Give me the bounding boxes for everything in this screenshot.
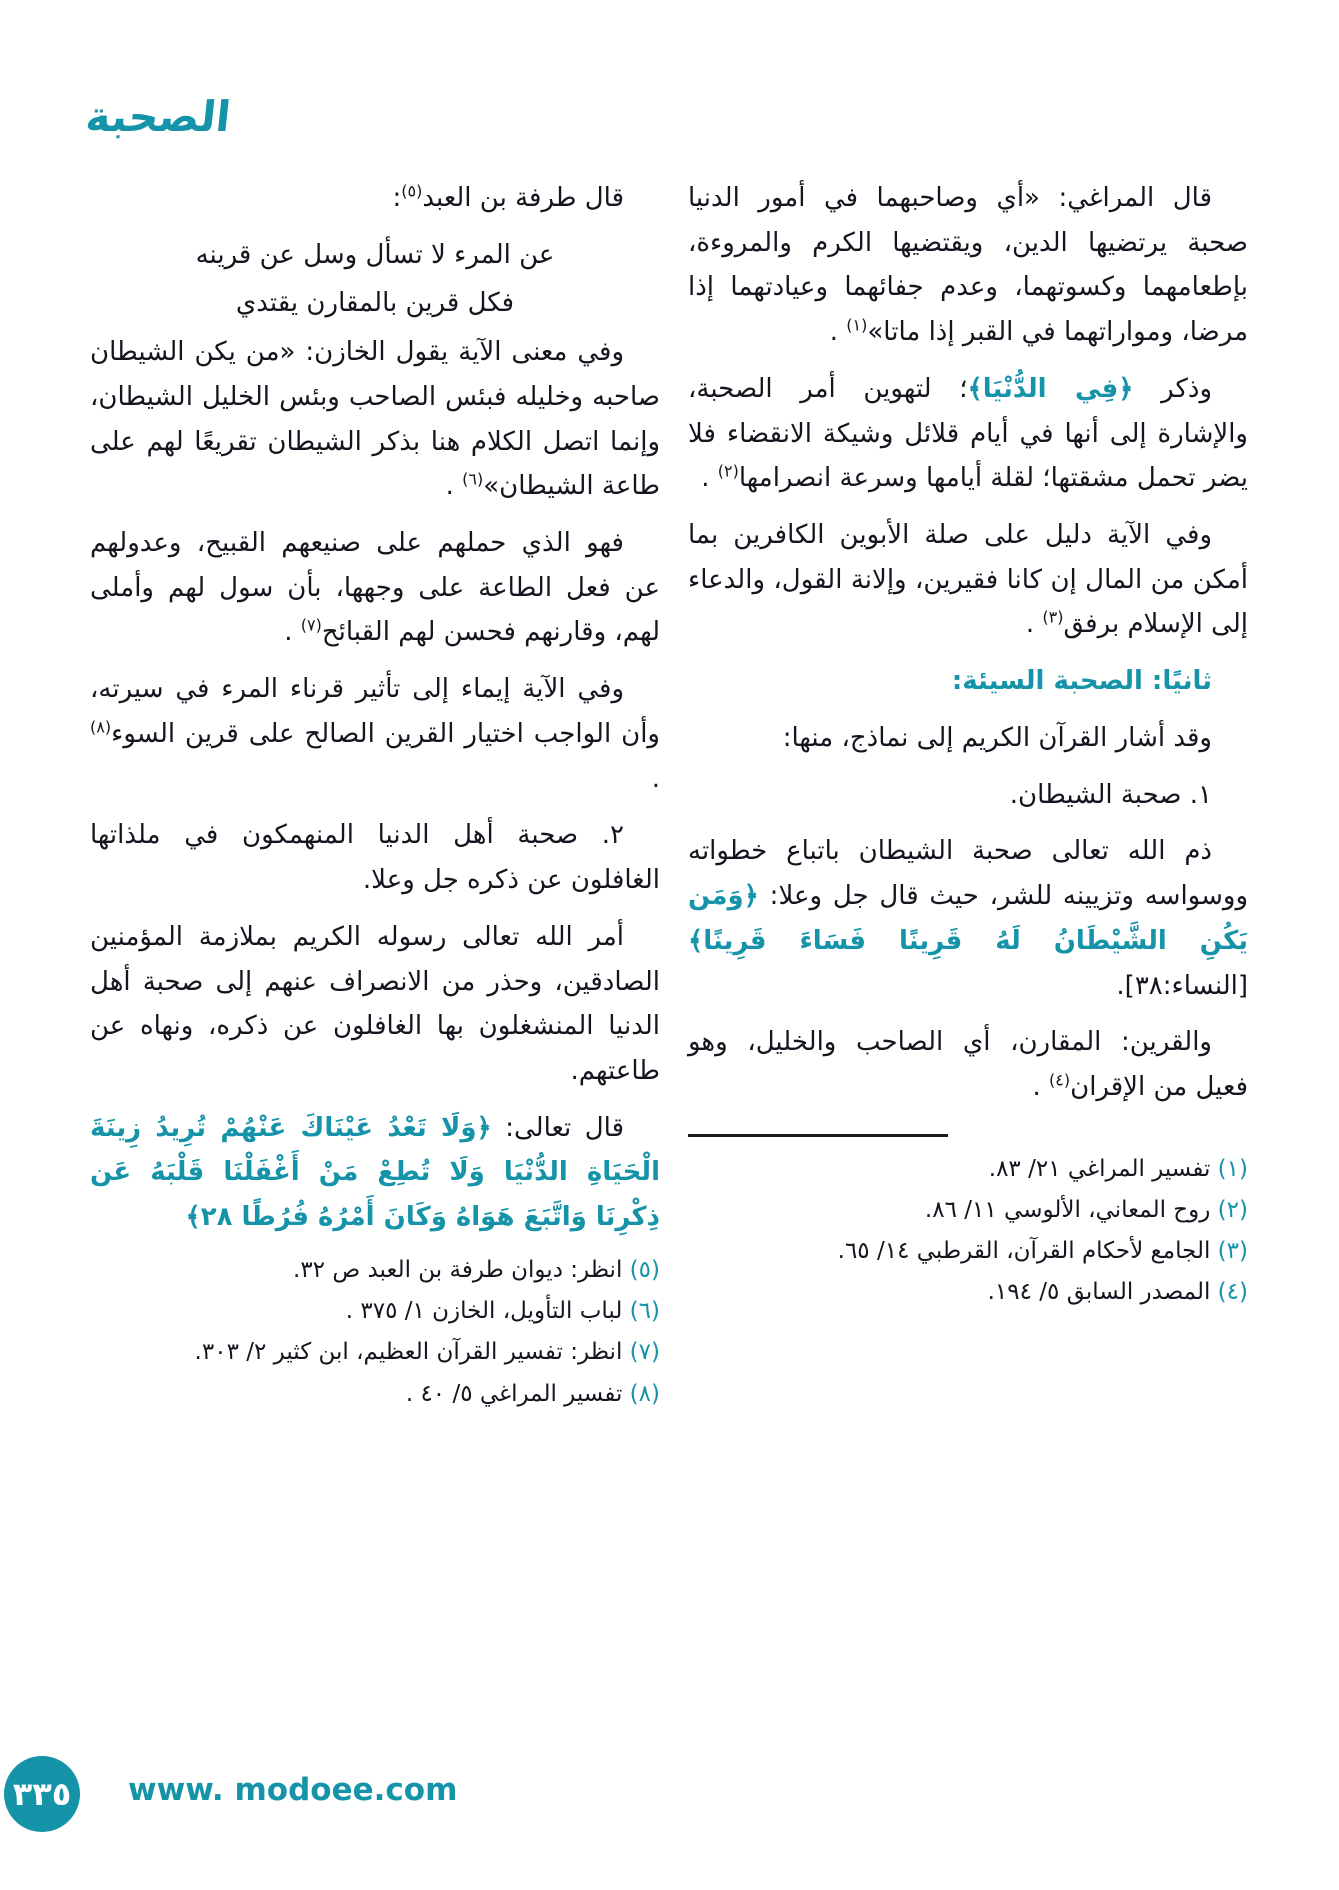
heading-text: ثانيًا: الصحبة السيئة:: [951, 666, 1212, 697]
quran-verse: ﴿وَلَا تَعْدُ عَيْنَاكَ عَنْهُمْ تُرِيدُ زِينَةَ الْحَيَاةِ الدُّنْيَا وَلَا تُطِعْ مَنْ أَغْفَلْنَا قَلْبَهُ عَن ذِكْرِنَا وَاتَّبَعَ هَوَاهُ وَكَانَ أَمْرُهُ فُرُطًا ٢٨﴾: [90, 1112, 660, 1233]
right-column: [688, 176, 1248, 1316]
footnote-ref: (١): [846, 315, 868, 335]
paragraph: [688, 513, 1248, 647]
footnote: [90, 1252, 660, 1289]
poetry-line: [90, 281, 660, 326]
footnote-ref: (٤): [1049, 1070, 1071, 1090]
footnote-number: (٦): [629, 1298, 660, 1325]
paragraph-text: قال تعالى:: [491, 1112, 624, 1143]
footnote-ref: (٨): [90, 717, 112, 737]
paragraph: [90, 1106, 660, 1240]
paragraph: [90, 176, 660, 221]
footnote-ref: (٢): [717, 461, 739, 481]
footnote-number: (٤): [1217, 1279, 1248, 1306]
paragraph: [90, 915, 660, 1094]
footnote-text: انظر: تفسير القرآن العظيم، ابن كثير ٢/ ٣٠٣.: [194, 1339, 623, 1366]
paragraph-text: وذكر: [1133, 373, 1213, 404]
footnote-ref: (٥): [401, 181, 423, 201]
paragraph-text: والقرين: المقارن، أي الصاحب والخليل، وهو فعيل من الإقران: [688, 1027, 1248, 1102]
footnote-separator: [688, 1134, 948, 1137]
paragraph-text: وفي الآية دليل على صلة الأبوين الكافرين بما أمكن من المال إن كانا فقيرين، وإلانة القول، والدعاء إلى الإسلام برفق: [688, 520, 1248, 640]
quran-verse: ﴿وَمَن يَكُنِ الشَّيْطَانُ لَهُ قَرِينًا فَسَاءَ قَرِينًا﴾: [688, 881, 1248, 956]
footnote-text: تفسير المراغي ٥/ ٤٠ .: [405, 1380, 623, 1407]
list-item: [688, 773, 1248, 818]
paragraph-text: ؛ لتهوين أمر الصحبة، والإشارة إلى أنها في أيام قلائل وشيكة الانقضاء فلا يضر تحمل مشقتها؛ لقلة أيامها وسرعة انصرامها: [688, 373, 1248, 494]
paragraph-text: [النساء:٣٨].: [1116, 970, 1248, 1001]
book-header-logo: الصحبة: [83, 92, 234, 141]
paragraph-text: :: [392, 183, 402, 213]
paragraph-text: وقد أشار القرآن الكريم إلى نماذج، منها:: [782, 722, 1212, 753]
paragraph-text: أمر الله تعالى رسوله الكريم بملازمة المؤمنين الصادقين، وحذر من الانصراف عنهم إلى صحبة أهل الدنيا المنشغلون بها الغافلون عن ذكره، ونهاه عن طاعتهم.: [90, 921, 660, 1086]
paragraph-text: .: [1025, 609, 1043, 640]
paragraph: [688, 176, 1248, 355]
paragraph-text: .: [829, 317, 847, 348]
list-item: [90, 813, 660, 902]
footnote-number: (٣): [1217, 1238, 1248, 1265]
footnote: [90, 1376, 660, 1413]
footnote-text: المصدر السابق ٥/ ١٩٤.: [987, 1279, 1211, 1306]
footnote: [688, 1151, 1248, 1188]
paragraph: [688, 716, 1248, 761]
footnote-ref: (٣): [1042, 607, 1064, 627]
paragraph-text: قال المراغي: «أي وصاحبهما في أمور الدنيا صحبة يرتضيها الدين، ويقتضيها الكرم والمروءة، بإطعامهما وكسوتهما، وعدم جفائهما وعيادتهما إذا مرضا، ومواراتهما في القبر إذا ماتا»: [688, 183, 1248, 348]
section-heading: [688, 659, 1248, 704]
poetry-text: عن المرء لا تسأل وسل عن قرينه: [195, 239, 555, 270]
paragraph-text: فهو الذي حملهم على صنيعهم القبيح، وعدولهم عن فعل الطاعة على وجهها، بأن سول لهم وأملى لهم، وقارنهم فحسن لهم القبائح: [90, 528, 660, 648]
paragraph-text: وفي الآية إيماء إلى تأثير قرناء المرء في سيرته، وأن الواجب اختيار القرين الصالح على قرين السوء: [90, 674, 660, 749]
paragraph: [688, 829, 1248, 1008]
page-number-badge: [4, 1756, 80, 1832]
footnote-text: روح المعاني، الألوسي ١١/ ٨٦.: [924, 1196, 1211, 1223]
paragraph-text: .: [1032, 1071, 1049, 1102]
page-number: ٣٣٥: [12, 1775, 72, 1813]
footnote-text: انظر: ديوان طرفة بن العبد ص ٣٢.: [293, 1256, 623, 1283]
paragraph-text: ٢. صحبة أهل الدنيا المنهمكون في ملذاتها الغافلون عن ذكره جل وعلا.: [90, 820, 660, 896]
footnote-number: (١): [1217, 1155, 1248, 1182]
paragraph: [90, 330, 660, 509]
footnote-number: (٥): [629, 1256, 660, 1283]
poetry-text: فكل قرين بالمقارن يقتدي: [235, 288, 515, 319]
paragraph: [90, 521, 660, 655]
footnotes-left: [90, 1252, 660, 1413]
paragraph-text: ١. صحبة الشيطان.: [1009, 779, 1212, 810]
footnote: [90, 1334, 660, 1371]
paragraph-text: وفي معنى الآية يقول الخازن: «من يكن الشيطان صاحبه وخليله فبئس الصاحب وبئس الخليل الشيطان، وإنما اتصل الكلام هنا بذكر الشيطان تقريعًا لهم على طاعة الشيطان»: [90, 337, 660, 502]
footnote-number: (٢): [1217, 1196, 1248, 1223]
footnote: [688, 1274, 1248, 1311]
website-text: www. modoee.com: [128, 1772, 458, 1808]
left-column: [90, 176, 660, 1417]
footnote: [688, 1192, 1248, 1229]
paragraph-text: .: [701, 463, 718, 494]
footnote-text: لباب التأويل، الخازن ١/ ٣٧٥ .: [345, 1298, 623, 1325]
paragraph: [688, 367, 1248, 501]
footnote: [90, 1293, 660, 1330]
paragraph-text: ذم الله تعالى صحبة الشيطان باتباع خطواته ووسواسه وتزيينه للشر، حيث قال جل وعلا:: [688, 836, 1248, 912]
footnote-ref: (٦): [462, 469, 484, 489]
footnote-text: تفسير المراغي ٢١/ ٨٣.: [988, 1155, 1211, 1182]
quran-verse: ﴿فِي الدُّنْيَا﴾: [967, 373, 1134, 404]
footnote-text: الجامع لأحكام القرآن، القرطبي ١٤/ ٦٥.: [837, 1238, 1211, 1265]
paragraph-text: .: [445, 471, 463, 502]
paragraph-text: .: [284, 617, 301, 648]
footnote-number: (٨): [629, 1380, 660, 1407]
poetry-line: [90, 233, 660, 278]
paragraph-text: .: [651, 763, 660, 794]
footnote-number: (٧): [629, 1339, 660, 1366]
paragraph: [688, 1020, 1248, 1109]
paragraph: [90, 667, 660, 801]
footnote-ref: (٧): [300, 615, 322, 635]
footnotes-right: [688, 1151, 1248, 1312]
paragraph-text: قال طرفة بن العبد: [422, 183, 624, 213]
footnote: [688, 1233, 1248, 1270]
